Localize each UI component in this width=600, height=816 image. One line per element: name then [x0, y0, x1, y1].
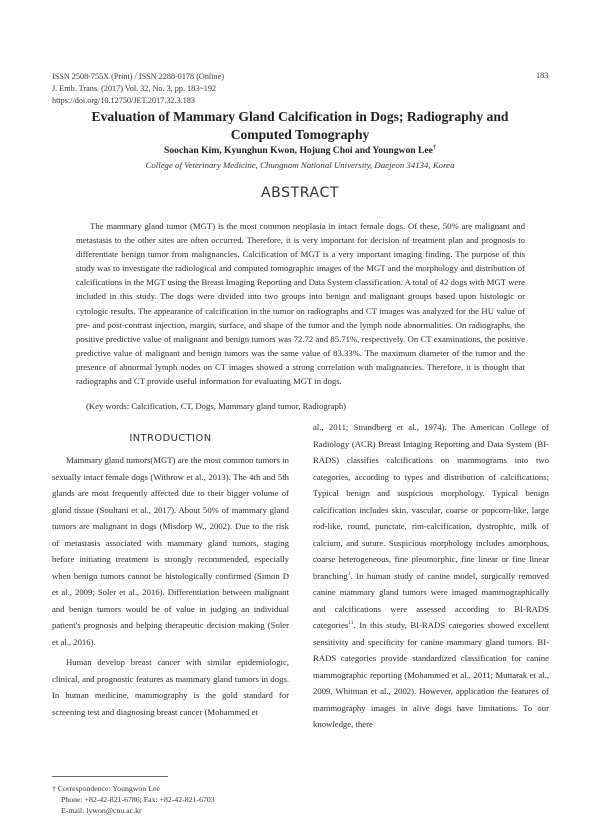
footnote-divider: [52, 776, 168, 777]
abstract-heading: ABSTRACT: [261, 185, 339, 201]
correspondence-line: † Correspondence: Youngwon Lee: [52, 784, 160, 793]
intro-paragraph-2: Human develop breast cancer with similar epidemiologic, clinical, and prognostic features as mammary gland tumors in dogs. In human medicine, mammography is the gold standard for screening test and diagnosing breast cancer (Mohammed et: [52, 657, 289, 717]
continued-text-a: al., 2011; Strandberg et al., 1974). The American College of Radiology (ACR) Breast Imaging Reporting and Data System (BI-RADS) classifies calcifications on mammograms into two categories, according to types and distribution of calcifications; Typical benign and suspicious morphology. Typical benign calcification includes skin, vascular, coarse or popcorn-like, large rod-like, round, punctate, rim-calcification, dystrophic, milk of calcium, and suture. Suspicious morphology includes amorphous, coarse heterogeneous, fine pleomorphic, fine linear or fine linear branching: [313, 422, 549, 581]
page-number: 183: [536, 71, 549, 80]
issn-line: ISSN 2508-755X (Print) / ISSN 2288-0178 (Online): [52, 72, 224, 81]
journal-header: [52, 71, 224, 107]
corresponding-mark: †: [432, 145, 436, 151]
introduction-heading: INTRODUCTION: [129, 433, 212, 444]
author-list: [60, 145, 540, 156]
intro-paragraph-1: Mammary gland tumors(MGT) are the most common tumors in sexually intact female dogs (Withrow et al., 2013). The 4th and 5th glands are most frequently affected due to their bigger volume of gland tissue (Soultani et al., 2017). About 50% of mammary gland tumors are malignant in dogs (Misdorp W., 2002). Due to the risk of metastasis associated with mammary gland tumors, staging before initiating treatment is strongly recommended, especially when benign tumors cannot be histologically confirmed (Simon D et al., 2009; Soler et al., 2016). Differentiation between malignant and benign tumors would be of value in judging an individual patient's prognosis and helping therapeutic decision making (Soler et al., 2016).: [52, 455, 289, 647]
email-line[interactable]: E-mail: lywon@cnu.ac.kr: [61, 806, 142, 815]
continued-text-b: . In human study of canine model, surgically removed canine mammary gland tumors were imaged mammographically and calcifications were assessed according to BI-RADS categories: [313, 570, 549, 630]
journal-citation: J. Emb. Trans. (2017) Vol. 32, No. 3, pp. 183~192: [52, 84, 217, 93]
affiliation: College of Veterinary Medicine, Chungnam National University, Daejeon 34134, Korea: [145, 160, 455, 170]
footnote: [52, 783, 215, 816]
intro-paragraph-continued: [313, 419, 549, 733]
phone-fax-line: Phone: +82-42-821-6786; Fax: +82-42-821-6703: [61, 795, 215, 804]
paper-title: Evaluation of Mammary Gland Calcification in Dogs; Radiography and Computed Tomography: [91, 109, 509, 142]
keywords: (Key words: Calcification, CT, Dogs, Mammary gland tumor, Radiograph): [86, 401, 347, 411]
abstract-text: The mammary gland tumor (MGT) is the most common neoplasia in intact female dogs. Of these, 50% are malignant and metastasis to the other sites are often occurred. Therefore, it is very important for decision of treatment plan and prognosis to differentiate benign tumor from malignancies. Calcification of MGT is a very important imaging finding. The purpose of this study was to investigate the radiological and computed tomographic images of the MGT and the morphology and distribution of calcifications in the MGT using the Breast Imaging Reporting and Data System classification. A total of 42 dogs with MGT were included in this study. The dogs were divided into two groups into benign and malignant groups based upon histologic or cytologic results. The appearance of calcification in the tumor on radiographs and CT images was analyzed for the HU value of pre- and post-contrast injection, margin, surface, and shape of the tumor and the lymph node abnormalities. On radiographs, the positive predictive value of malignant and benign tumors was 72.72 and 85.71%, respectively. On CT examinations, the positive predictive value of malignant and benign tumors was the same value of 83.33%. The maximum diameter of the tumor and the presence of abnormal lymph nodes on CT images showed a strong correlation with malignancies. Therefore, it is thought that radiographs and CT provide useful information for evaluating MGT in dogs.: [76, 221, 525, 387]
reference-marker-11: 11: [348, 620, 354, 627]
doi-link[interactable]: https://doi.org/10.12750/JET.2017.32.3.183: [52, 96, 195, 105]
right-column: [313, 419, 549, 733]
continued-text-c: . In this study, BI-RADS categories showed excellent sensitivity and specificity for canine mammary gland tumors. BI-RADS categories provide standardized classification for canine mammographic reporting (Mohammed et al., 2011; Muttarak et al., 2009, Whitman et al., 2002). However, application the features of mammography images in alive dogs have limitations. To our knowledge, there: [313, 620, 549, 729]
left-column: [52, 432, 289, 720]
abstract-body: [76, 219, 525, 388]
author-names: Soochan Kim, Kyunghun Kwon, Hojung Choi and Youngwon Lee: [164, 145, 433, 157]
reference-marker-1: 1: [347, 570, 351, 577]
